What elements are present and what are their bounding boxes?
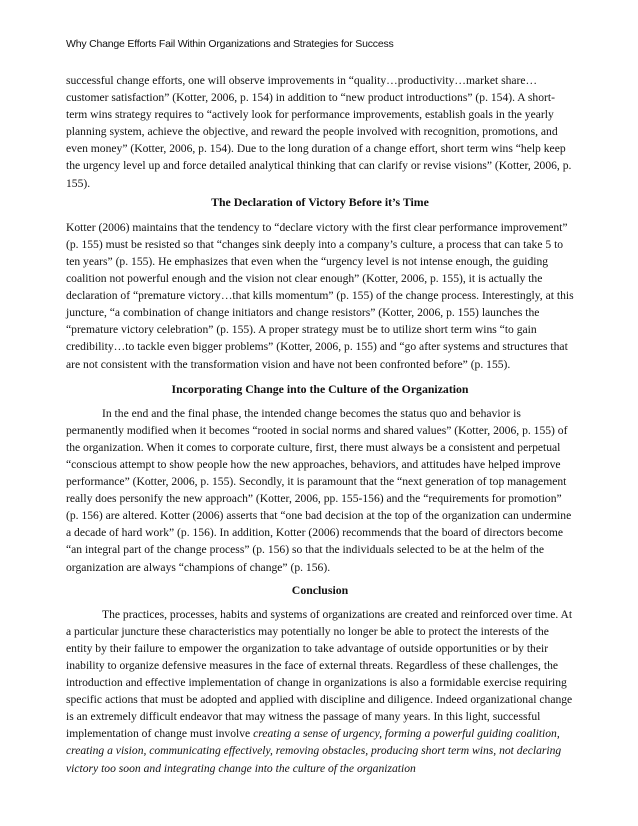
- document-body: [66, 72, 574, 777]
- heading-incorporating-change: Incorporating Change into the Culture of the Organization: [171, 381, 469, 396]
- paragraph-culture: In the end and the final phase, the intended change becomes the status quo and behavior is permanently modified when it becomes “rooted in social norms and shared values” (Kotter, 2006, p. 155) of the organization. When it comes to corporate culture, first, there must always be a consistent and perpetual “conscious attempt to show people how the new approaches, behaviors, and attitudes have helped improve performance” (Kotter, 2006, p. 155). Secondly, it is paramount that the “next generation of top management really does personify the new approach” (Kotter, 2006, pp. 155-156) and the “requirements for promotion” (p. 156) are altered. Kotter (2006) asserts that “one bad decision at the top of the organization can undermine a decade of hard work” (p. 156). In addition, Kotter (2006) recommends that the board of directors become “an integral part of the change process” (p. 156) so that the individuals selected to be at the helm of the organization are always “champions of change” (p. 156).: [66, 406, 572, 574]
- heading-conclusion: Conclusion: [291, 582, 349, 597]
- paragraph-declaration: Kotter (2006) maintains that the tendency to “declare victory with the first clear performance improvement” (p. 155) must be resisted so that “changes sink deeply into a company’s culture, a process that can take 5 to ten years” (p. 155). He emphasizes that even when the “urgency level is not intense enough, the guiding coalition not powerful enough and the vision not clear enough” (Kotter, 2006, p. 155), it is actually the declaration of “premature victory…that kills momentum” (p. 155) of the change process. Interestingly, at this juncture, “a combination of change initiators and change resistors” (Kotter, 2006, p. 155) launches the “premature victory celebration” (p. 155). A proper strategy must be to utilize short term wins “to gain credibility…to tackle even bigger problems” (Kotter, 2006, p. 155) and “go after systems and structures that are not consistent with the transformation vision and have not been confronted before” (p. 155).: [66, 220, 574, 371]
- paragraph-short-term-wins: successful change efforts, one will observe improvements in “quality…productivity…market share…customer satisfaction” (Kotter, 2006, p. 154) in addition to “new product introductions” (p. 154). A short-term wins strategy requires to “actively look for performance improvements, establish goals in the yearly planning system, achieve the objective, and reward the people involved with recognition, promotions, and even money” (Kotter, 2006, p. 154). Due to the long duration of a change effort, short term wins “help keep the urgency level up and force detailed analytical thinking that can clarify or revise visions” (Kotter, 2006, p. 155).: [66, 74, 572, 190]
- paragraph-conclusion: [66, 606, 574, 777]
- heading-declaration-of-victory: The Declaration of Victory Before it’s Time: [211, 194, 429, 209]
- conclusion-italic-text: creating a sense of urgency, forming a powerful guiding coalition, creating a vision, communicating effectively, removing obstacles, producing short term wins, not declaring victory too soon and integrating change into the culture of the organization: [66, 727, 562, 775]
- running-head: Why Change Efforts Fail Within Organizations and Strategies for Success: [66, 38, 394, 50]
- conclusion-text: The practices, processes, habits and systems of organizations are created and reinforced over time. At a particular juncture these characteristics may potentially no longer be able to protect the interests of the entity by their failure to empower the organization to take advantage of outside opportunities or by their inability to organize defensive measures in the face of external threats. Regardless of these challenges, the introduction and effective implementation of change in organizations is also a formidable exercise requiring specific actions that must be adopted and applied with discipline and diligence. Indeed organizational change is an extremely difficult endeavor that may witness the passage of many years. In this light, successful implementation of change must involve: [66, 607, 573, 741]
